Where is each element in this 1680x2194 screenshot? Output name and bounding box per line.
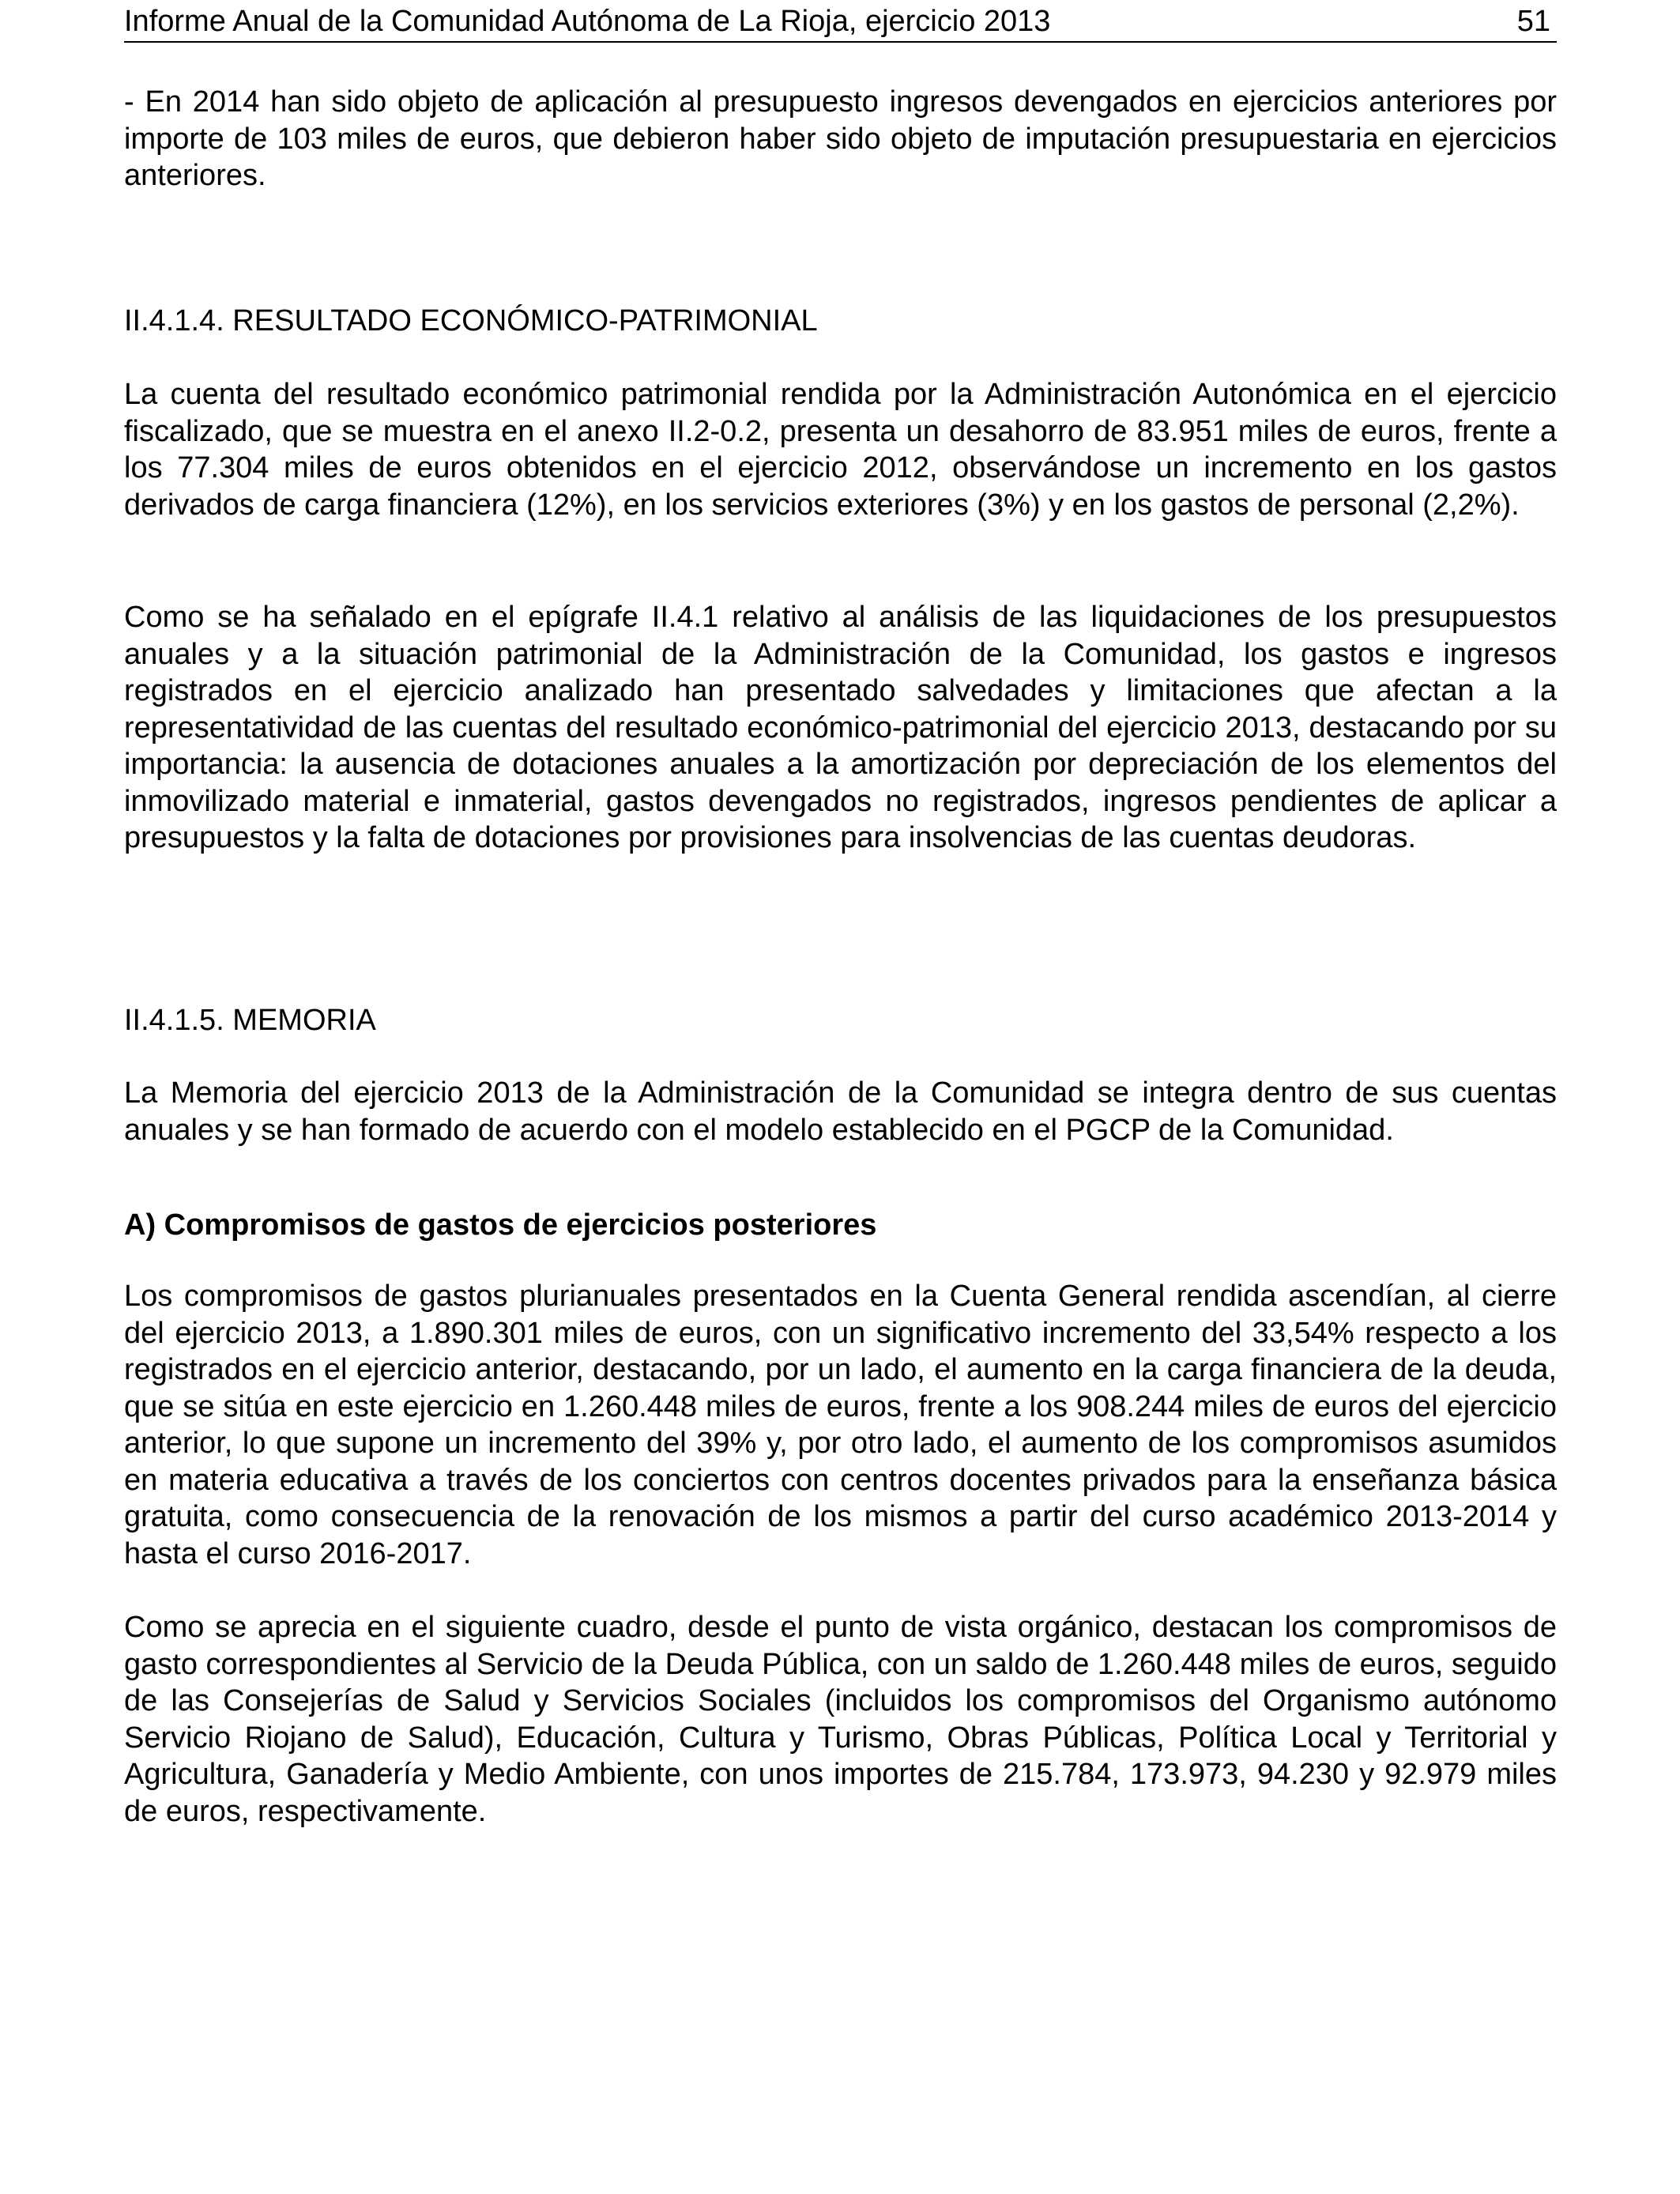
- paragraph-ingresos-devengados: - En 2014 han sido objeto de aplicación al presupuesto ingresos devengados en ejercicios anteriores por importe de 103 miles de euros, que debieron haber sido objeto de imputación presupuestaria en ejercicios anteriores.: [124, 85, 1557, 192]
- paragraph-memoria: La Memoria del ejercicio 2013 de la Administración de la Comunidad se integra dentro de sus cuentas anuales y se han formado de acuerdo con el modelo establecido en el PGCP de la Comunidad.: [124, 1076, 1557, 1147]
- section-heading-resultado: II.4.1.4. RESULTADO ECONÓMICO-PATRIMONIAL: [124, 304, 818, 337]
- running-header: [124, 3, 1557, 43]
- paragraph-salvedades: Como se ha señalado en el epígrafe II.4.1 relativo al análisis de las liquidaciones de los presupuestos anuales y a la situación patrimonial de la Administración de la Comunidad, los gastos e ingresos registrados en el ejercicio analizado han presentado salvedades y limitaciones que afectan a la representatividad de las cuentas del resultado económico-patrimonial del ejercicio 2013, destacando por su importancia: la ausencia de dotaciones anuales a la amortización por depreciación de los elementos del inmovilizado material e inmaterial, gastos devengados no registrados, ingresos pendientes de aplicar a presupuestos y la falta de dotaciones por provisiones para insolvencias de las cuentas deudoras.: [124, 601, 1557, 854]
- page-number: 51: [1516, 5, 1550, 38]
- paragraph-cuenta-resultado: La cuenta del resultado económico patrimonial rendida por la Administración Autonómica en el ejercicio fiscalizado, que se muestra en el anexo II.2-0.2, presenta un desahorro de 83.951 miles de euros, frente a los 77.304 miles de euros obtenidos en el ejercicio 2012, observándose un incremento en los gastos derivados de carga financiera (12%), en los servicios exteriores (3%) y en los gastos de personal (2,2%).: [124, 378, 1557, 522]
- header-title: Informe Anual de la Comunidad Autónoma de La Rioja, ejercicio 2013: [124, 5, 1051, 38]
- paragraph-compromisos-plurianuales: Los compromisos de gastos plurianuales presentados en la Cuenta General rendida ascendían, al cierre del ejercicio 2013, a 1.890.301 miles de euros, con un significativo incremento del 33,54% respecto a los registrados en el ejercicio anterior, destacando, por un lado, el aumento en la carga financiera de la deuda, que se sitúa en este ejercicio en 1.260.448 miles de euros, frente a los 908.244 miles de euros del ejercicio anterior, lo que supone un incremento del 39% y, por otro lado, el aumento de los compromisos asumidos en materia educativa a través de los conciertos con centros docentes privados para la enseñanza básica gratuita, como consecuencia de la renovación de los mismos a partir del curso académico 2013-2014 y hasta el curso 2016-2017.: [124, 1280, 1557, 1570]
- subheading-compromisos: A) Compromisos de gastos de ejercicios posteriores: [124, 1208, 877, 1242]
- section-heading-memoria: II.4.1.5. MEMORIA: [124, 1004, 376, 1037]
- paragraph-punto-vista-organico: Como se aprecia en el siguiente cuadro, desde el punto de vista orgánico, destacan los compromisos de gasto correspondientes al Servicio de la Deuda Pública, con un saldo de 1.260.448 miles de euros, seguido de las Consejerías de Salud y Servicios Sociales (incluidos los compromisos del Organismo autónomo Servicio Riojano de Salud), Educación, Cultura y Turismo, Obras Públicas, Política Local y Territorial y Agricultura, Ganadería y Medio Ambiente, con unos importes de 215.784, 173.973, 94.230 y 92.979 miles de euros, respectivamente.: [124, 1611, 1557, 1828]
